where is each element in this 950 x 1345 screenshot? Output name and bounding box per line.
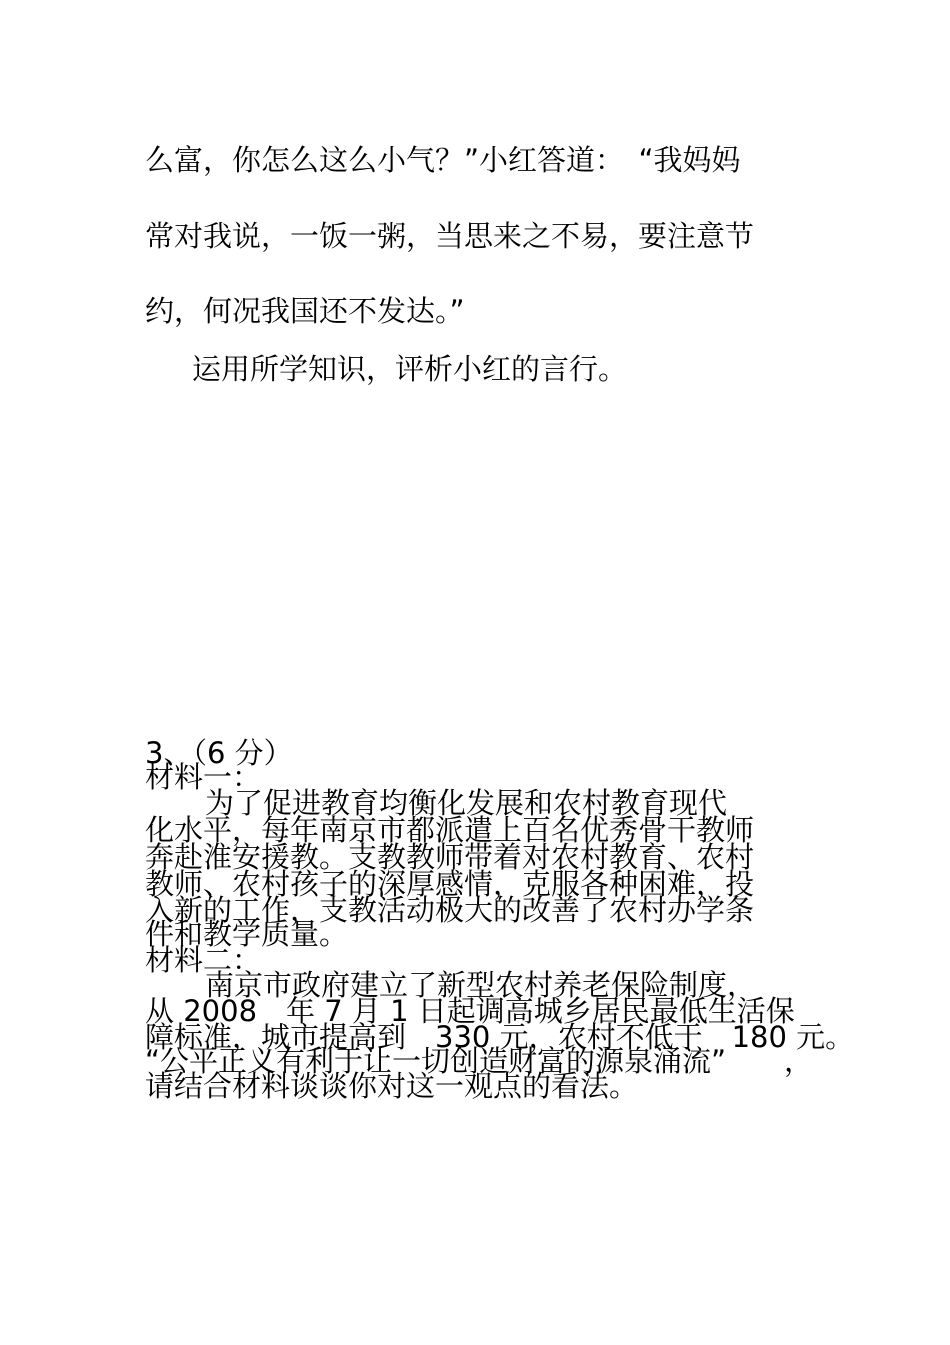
passage-line-3: 约，何况我国还不发达。” <box>145 294 465 328</box>
material-1-line-2: 化水平，每年南京市都派遣上百名优秀骨干教师 <box>145 813 755 847</box>
material-2-label: 材料二： <box>145 943 262 977</box>
material-2-line-1: 南京市政府建立了新型农村养老保险制度， <box>205 968 757 1002</box>
passage-line-1: 么富，你怎么这么小气？”小红答道： “我妈妈 <box>145 143 741 177</box>
question-3-header: 3、（6 分） <box>145 736 293 770</box>
material-2-line-4: “公平正义有利于让一切创造财富的源泉涌流” ， <box>145 1044 814 1078</box>
material-2-line-3: 障标准，城市提高到 330 元，农村不低于 180 元。 <box>145 1020 855 1054</box>
material-1-line-1: 为了促进教育均衡化发展和农村教育现代 <box>205 786 728 820</box>
material-1-label: 材料一： <box>145 760 262 794</box>
question-prompt: 运用所学知识，评析小红的言行。 <box>192 352 628 386</box>
material-1-line-3: 奔赴淮安援教。支教教师带着对农村教育、农村 <box>145 840 755 874</box>
passage-line-2: 常对我说，一饭一粥，当思来之不易，要注意节 <box>145 219 755 253</box>
material-1-line-4: 教师、农村孩子的深厚感情，克服各种困难，投 <box>145 867 755 901</box>
material-2-line-5: 请结合材料谈谈你对这一观点的看法。 <box>145 1069 639 1103</box>
material-2-line-2: 从 2008 年 7 月 1 日起调高城乡居民最低生活保 <box>145 994 795 1028</box>
material-1-line-6: 件和教学质量。 <box>145 917 349 951</box>
material-1-line-5: 入新的工作，支教活动极大的改善了农村办学条 <box>145 893 755 927</box>
